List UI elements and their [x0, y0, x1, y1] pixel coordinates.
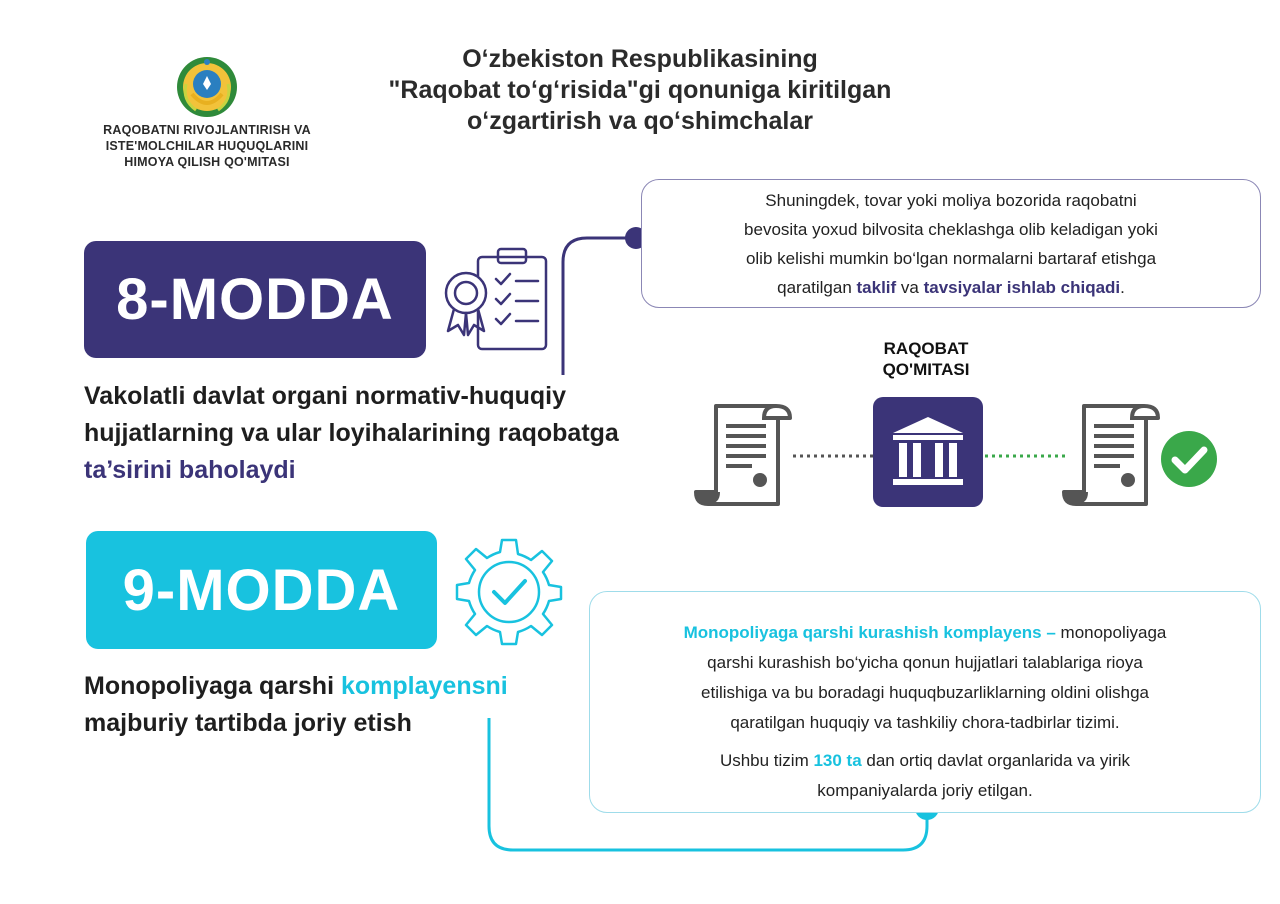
box9-count: 130 ta [813, 751, 862, 770]
article-9-info-box [589, 591, 1261, 813]
box9-p1-line-1 [590, 618, 1260, 648]
document-scroll-icon [1062, 400, 1162, 512]
box9-p1-line-3: etilishiga va bu boradagi huquqbuzarliklarning oldini olishga [701, 683, 1149, 702]
box9-p2-line-2: kompaniyalarda joriy etilgan. [817, 781, 1033, 800]
box8-line-4-mid: va [896, 278, 924, 297]
box8-line-4-post: . [1120, 278, 1125, 297]
document-scroll-icon [694, 400, 794, 512]
box8-line-4 [642, 273, 1260, 302]
desc8-highlight: ta’sirini baholaydi [84, 456, 296, 484]
committee-label-line-2: QO'MITASI [882, 360, 970, 379]
title-line-2: "Raqobat to‘g‘risida"gi qonuniga kiritilgan [388, 76, 892, 104]
gear-check-icon [453, 536, 565, 648]
committee-label-line-1: RAQOBAT [883, 339, 969, 358]
box8-highlight-tavsiyalar: tavsiyalar ishlab chiqadi [923, 278, 1121, 297]
box8-line-2: bevosita yoxud bilvosita cheklashga olib keladigan yoki [744, 220, 1158, 239]
org-line-2: ISTE'MOLCHILAR HUQUQLARINI [105, 139, 309, 153]
article-8-badge: 8-MODDA [84, 241, 426, 358]
box9-term: Monopoliyaga qarshi kurashish komplayens – [683, 623, 1056, 642]
desc8-line-1: Vakolatli davlat organi normativ-huquqiy [84, 382, 567, 410]
org-line-1: RAQOBATNI RIVOJLANTIRISH VA [103, 123, 311, 137]
check-circle-icon [1160, 430, 1218, 488]
article-9-badge: 9-MODDA [86, 531, 437, 649]
box9-p2-line-1 [590, 746, 1260, 776]
box9-p1-line-2: qarshi kurashish bo‘yicha qonun hujjatlari talablariga rioya [707, 653, 1143, 672]
title-line-1: O‘zbekiston Respublikasining [462, 45, 818, 73]
desc9-highlight: komplayensni [340, 672, 508, 700]
box8-line-3: olib kelishi mumkin bo‘lgan normalarni bartaraf etishga [745, 249, 1157, 268]
box9-paragraph-2 [590, 746, 1260, 806]
box9-p1-line-4: qaratilgan huquqiy va tashkiliy chora-tadbirlar tizimi. [730, 713, 1120, 732]
article-8-description [84, 378, 704, 489]
box9-paragraph-1 [590, 618, 1260, 738]
certificate-checklist-icon [440, 245, 552, 353]
box8-highlight-taklif: taklif [856, 278, 897, 297]
box9-p2-rest: dan ortiq davlat organlarida va yirik [861, 751, 1131, 770]
bank-building-icon [889, 413, 967, 491]
box8-line-4-pre: qaratilgan [777, 278, 857, 297]
desc8-line-2: hujjatlarning va ular loyihalarining raqobatga [84, 419, 619, 447]
article-9-description [84, 668, 604, 742]
committee-label [826, 338, 1026, 380]
box8-line-1: Shuningdek, tovar yoki moliya bozorida raqobatni [765, 191, 1137, 210]
org-line-3: HIMOYA QILISH QO'MITASI [124, 155, 290, 169]
box9-p1-rest: monopoliyaga [1055, 623, 1167, 642]
desc9-line-1 [84, 668, 604, 705]
box9-p2-pre: Ushbu tizim [719, 751, 814, 770]
desc9-line-1-pre: Monopoliyaga qarshi [84, 672, 341, 700]
desc9-line-2: majburiy tartibda joriy etish [84, 709, 412, 737]
committee-building-tile [873, 397, 983, 507]
title-line-3: o‘zgartirish va qo‘shimchalar [467, 107, 813, 135]
article-8-info-box [641, 179, 1261, 308]
